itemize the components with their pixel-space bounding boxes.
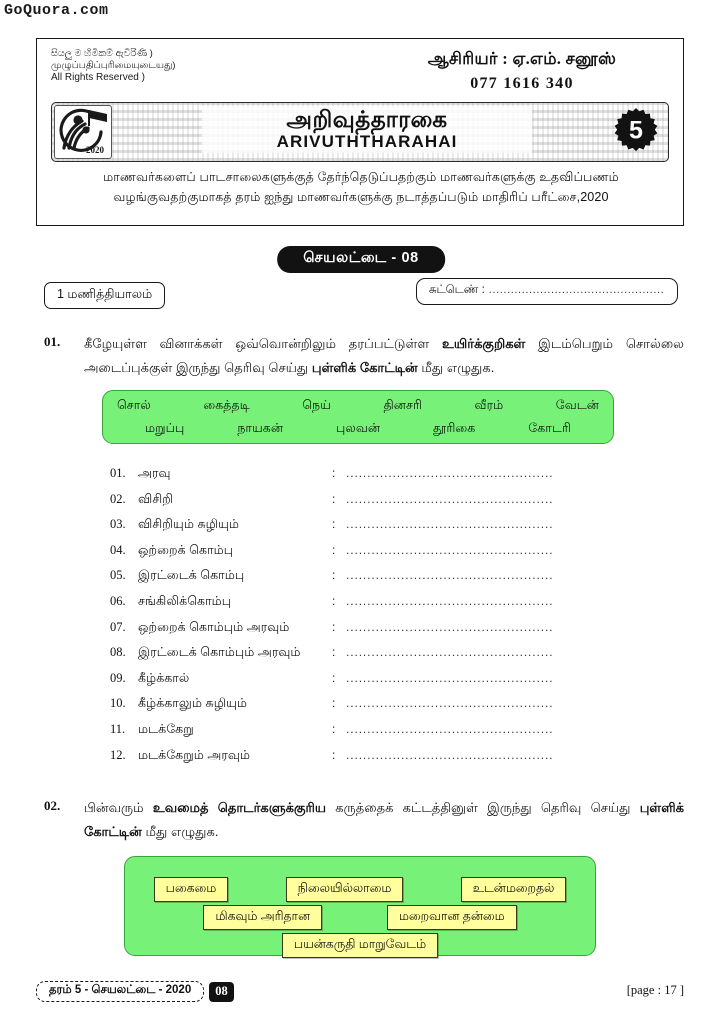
word-bank-item: தூரிகை xyxy=(433,421,476,435)
answer-row xyxy=(110,671,640,697)
teacher-contact-block xyxy=(377,49,667,93)
rights-tamil-text: முழுப்பதிப்புரிமையுடையது) xyxy=(51,60,176,72)
index-number-label: சுட்டெண் : xyxy=(429,284,485,296)
answer-row-number: 11. xyxy=(110,721,126,736)
answer-row xyxy=(110,645,640,671)
answer-row-colon: : xyxy=(332,696,336,711)
banner-title-tamil: அறிவுத்தாரகை xyxy=(286,106,448,132)
svg-text:2020: 2020 xyxy=(86,145,104,155)
meaning-chip: நிலையில்லாமை xyxy=(286,877,404,902)
emphasis-text: உவமைத் தொடர்களுக்குரிய xyxy=(152,800,327,815)
answer-row xyxy=(110,594,640,620)
answer-row-colon: : xyxy=(332,747,336,762)
word-bank-box xyxy=(102,390,614,444)
plain-text: பின்வரும் xyxy=(84,800,153,815)
answer-row-colon: : xyxy=(332,645,336,660)
plain-text: இடம்பெறும் சொல்லை அடைப்புக்குள் இருந்து தெரிவு செய்து xyxy=(84,336,684,375)
question-01 xyxy=(44,332,684,379)
answer-row-blank[interactable]: ................................................. xyxy=(346,747,554,762)
answer-row-number: 01. xyxy=(110,466,126,480)
answer-row xyxy=(110,722,640,748)
answer-row-label: சங்கிலிக்கொம்பு xyxy=(138,593,232,608)
index-number-dotted-line: ................................................ xyxy=(488,284,665,296)
answer-row-number: 09. xyxy=(110,670,126,685)
grade-badge-number: 5 xyxy=(629,116,643,145)
word-bank-item: சொல் xyxy=(117,398,151,412)
meaning-chip: மிகவும் அரிதான xyxy=(203,905,322,930)
answer-row-number: 08. xyxy=(110,645,126,660)
answer-row-colon: : xyxy=(332,619,336,634)
answer-row-blank[interactable]: ................................................. xyxy=(346,619,554,634)
masthead-box xyxy=(36,38,684,226)
answer-row xyxy=(110,466,640,492)
exam-subtitle xyxy=(47,167,675,208)
answer-row-blank[interactable]: ................................................. xyxy=(346,593,554,608)
emphasis-text: புள்ளிக் கோட்டின் xyxy=(84,800,684,839)
answer-row-label: மடக்கேறு xyxy=(138,721,194,736)
exam-subtitle-line1: மாணவர்களைப் பாடசாலைகளுக்குத் தேர்ந்தெடுப்பதற்கும் மாணவர்களுக்கு உதவிப்பணம் xyxy=(103,170,619,184)
duration-box: 1 மணித்தியாலம் xyxy=(44,282,165,309)
word-bank-item: தினசரி xyxy=(383,398,423,412)
answer-list xyxy=(110,466,640,773)
answer-row-colon: : xyxy=(332,517,336,532)
answer-row-label: ஒற்றைக் கொம்பு xyxy=(138,542,234,557)
footer-page-label: [page : 17 ] xyxy=(626,983,684,997)
answer-row-number: 05. xyxy=(110,568,126,583)
answer-row-number: 03. xyxy=(110,517,126,532)
answer-row-blank[interactable]: ................................................. xyxy=(346,542,554,557)
exam-page xyxy=(36,38,686,988)
plain-text: மீது எழுதுக. xyxy=(417,359,495,375)
word-bank-item: வேடன் xyxy=(555,398,599,412)
question-02-number: 02. xyxy=(44,798,61,813)
meaning-chip: மறைவான தன்மை xyxy=(387,905,517,930)
answer-row-colon: : xyxy=(332,542,336,557)
answer-row-label: கீழ்க்காலும் சுழியும் xyxy=(138,696,248,711)
answer-row-colon: : xyxy=(332,593,336,608)
footer-activity-number: 08 xyxy=(209,982,234,1002)
answer-row-number: 06. xyxy=(110,593,126,608)
meaning-chip-row-1 xyxy=(125,877,595,902)
answer-row-blank[interactable]: ................................................. xyxy=(346,696,554,711)
answer-row-colon: : xyxy=(332,670,336,685)
word-bank-item: நாயகன் xyxy=(237,421,284,435)
answer-row-number: 10. xyxy=(110,696,126,711)
answer-row-number: 04. xyxy=(110,542,126,557)
answer-row-blank[interactable]: ................................................. xyxy=(346,645,554,660)
answer-row-label: அரவு xyxy=(138,466,171,480)
answer-row-colon: : xyxy=(332,466,336,480)
footer-left-group xyxy=(36,981,234,1002)
answer-row xyxy=(110,543,640,569)
plain-text: கருத்தைக் கட்டத்தினுள் இருந்து தெரிவு செய்து xyxy=(326,800,640,815)
brand-banner xyxy=(51,102,669,162)
index-number-field[interactable] xyxy=(416,278,678,305)
word-bank-item: கோடரி xyxy=(528,421,571,435)
meaning-bank-box xyxy=(124,856,596,956)
plain-text: கீழேயுள்ள வினாக்கள் ஒவ்வொன்றிலும் தரப்பட்டுள்ள xyxy=(84,336,442,351)
answer-row-label: மடக்கேறும் அரவும் xyxy=(138,747,251,762)
answer-row xyxy=(110,568,640,594)
word-bank-item: நெய் xyxy=(302,398,331,412)
answer-row-label: இரட்டைக் கொம்பும் அரவும் xyxy=(138,645,301,660)
meaning-chip-row-2 xyxy=(125,905,595,930)
answer-row xyxy=(110,696,640,722)
answer-row xyxy=(110,492,640,518)
meaning-chip: உடன்மறைதல் xyxy=(461,877,567,902)
rights-reserved-block xyxy=(51,48,175,85)
banner-title-group xyxy=(202,106,532,153)
emphasis-text: உயிர்க்குறிகள் xyxy=(441,336,526,351)
meaning-chip: பயன்கருதி மாறுவேடம் xyxy=(282,933,438,958)
teacher-name: ஆசிரியர் : ஏ.எம். சனூஸ் xyxy=(427,49,617,68)
question-02 xyxy=(44,796,684,843)
answer-row-blank[interactable]: ................................................. xyxy=(346,568,554,583)
answer-row-blank[interactable]: ................................................. xyxy=(346,517,554,532)
teacher-phone: 077 1616 340 xyxy=(470,75,574,92)
answer-row-colon: : xyxy=(332,491,336,506)
rights-sinhala-text: සියලු ම හිමිකම් ඇවිරිණි ) xyxy=(51,48,153,59)
arivuththarahai-logo-icon xyxy=(54,105,112,159)
answer-row-blank[interactable]: ................................................. xyxy=(346,670,554,685)
emphasis-text: புள்ளிக் கோட்டின் xyxy=(311,359,418,375)
answer-row-number: 02. xyxy=(110,491,126,506)
answer-row xyxy=(110,517,640,543)
answer-row-number: 12. xyxy=(110,747,126,762)
meaning-chip-row-3 xyxy=(125,933,595,958)
banner-title-english: ARIVUTHTHARAHAI xyxy=(276,131,458,151)
exam-subtitle-line2: வழங்குவதற்குமாகத் தரம் ஐந்து மாணவர்களுக்கு நடாத்தப்படும் மாதிரிப் பரீட்சை,2020 xyxy=(113,190,609,205)
answer-row xyxy=(110,620,640,646)
answer-row xyxy=(110,748,640,774)
grade-badge-icon xyxy=(612,107,660,155)
answer-row-label: விசிறி xyxy=(138,491,174,506)
word-bank-item: கைத்தடி xyxy=(203,398,250,412)
answer-row-blank[interactable]: ................................................. xyxy=(346,466,554,480)
meaning-chip: பகைமை xyxy=(154,877,229,902)
answer-row-blank[interactable]: ................................................. xyxy=(346,491,554,506)
answer-row-number: 07. xyxy=(110,619,126,634)
word-bank-item: புலவன் xyxy=(336,421,381,435)
question-01-text xyxy=(84,332,684,379)
site-watermark: GoQuora.com xyxy=(4,2,109,19)
word-bank-row-1 xyxy=(103,398,613,414)
footer-grade-tag: தரம் 5 - செயலட்டை - 2020 xyxy=(36,981,204,1002)
answer-row-label: ஒற்றைக் கொம்பும் அரவும் xyxy=(138,619,290,634)
answer-row-label: கீழ்க்கால் xyxy=(138,670,190,685)
answer-row-colon: : xyxy=(332,721,336,736)
question-02-text xyxy=(84,796,684,843)
answer-row-label: இரட்டைக் கொம்பு xyxy=(138,568,245,583)
activity-title-badge: செயலட்டை - 08 xyxy=(277,246,445,273)
word-bank-row-2 xyxy=(103,421,613,437)
word-bank-item: வீரம் xyxy=(474,398,504,412)
rights-english-text: All Rights Reserved ) xyxy=(51,72,145,84)
answer-row-colon: : xyxy=(332,568,336,583)
question-01-number: 01. xyxy=(44,334,61,349)
word-bank-item: மறுப்பு xyxy=(145,421,185,435)
plain-text: மீது எழுதுக. xyxy=(141,823,219,839)
answer-row-blank[interactable]: ................................................. xyxy=(346,721,554,736)
answer-row-label: விசிறியும் சுழியும் xyxy=(138,517,240,532)
